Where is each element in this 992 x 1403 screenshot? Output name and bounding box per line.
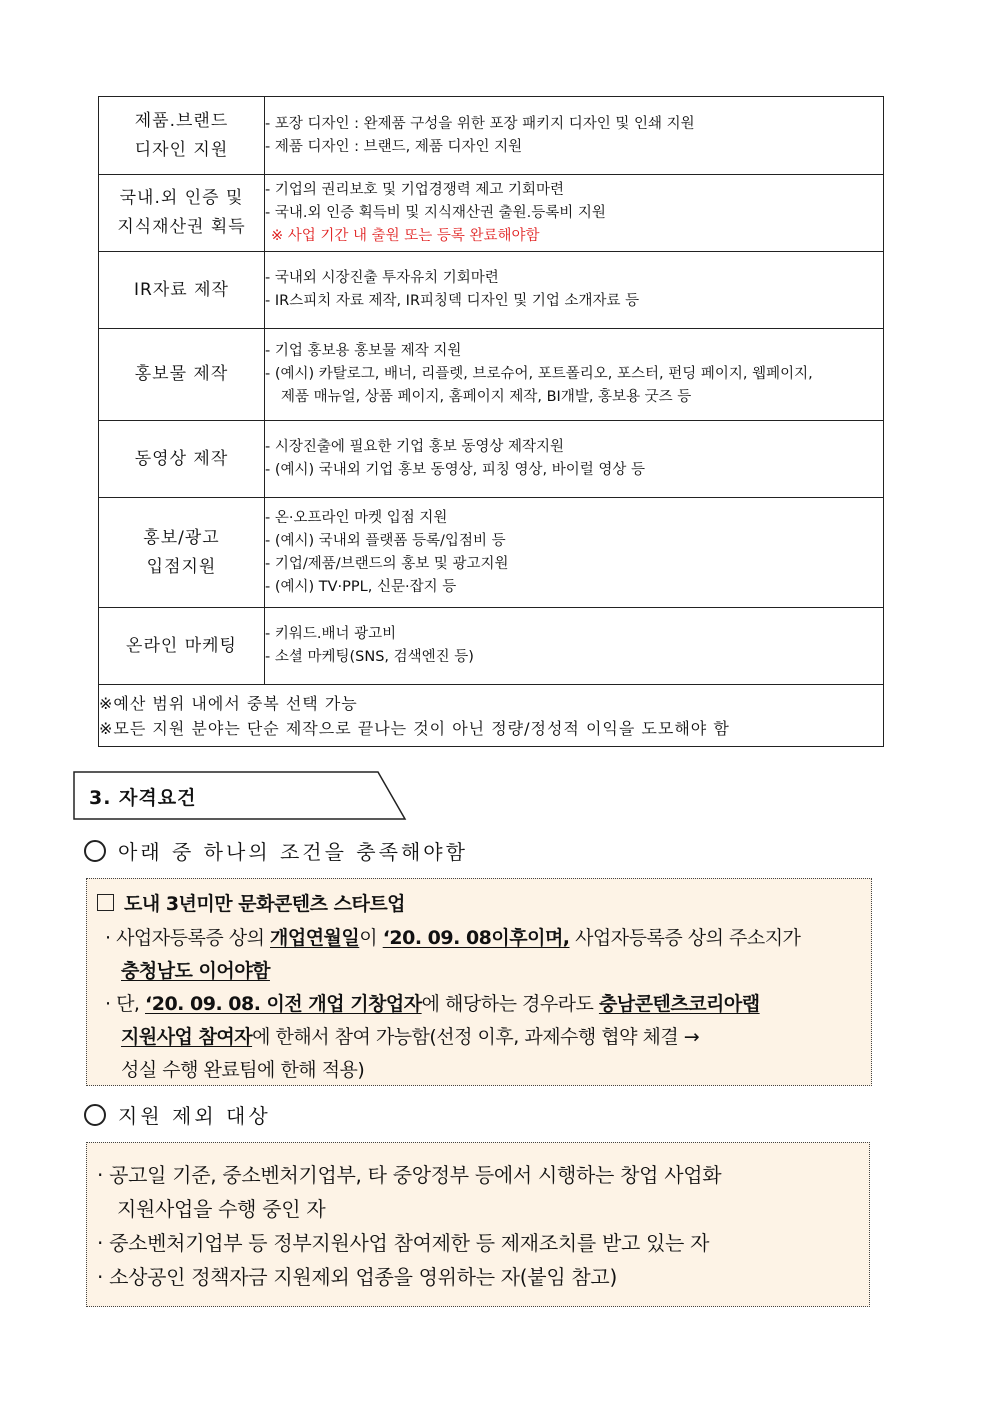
category-label: 입점지원: [146, 556, 217, 577]
support-description: [265, 329, 884, 421]
eligibility-line-2: [121, 956, 270, 983]
support-category: [99, 608, 265, 685]
description-line: - 소셜 마케팅(SNS, 검색엔진 등): [265, 649, 474, 665]
content-korea-lab-emphasis: 충남콘텐츠코리아랩: [598, 993, 760, 1015]
condition-heading: [84, 836, 468, 865]
description-line: - 기업/제품/브랜드의 홍보 및 광고지원: [265, 555, 509, 572]
description-line: - 기업의 권리보호 및 기업경쟁력 제고 기회마련: [265, 181, 565, 198]
description-line: - IR스피치 자료 제작, IR피칭덱 디자인 및 기업 소개자료 등: [265, 293, 640, 309]
description-line: - 온·오프라인 마켓 입점 지원: [265, 509, 448, 526]
exclusion-line-1: · 공고일 기준, 중소벤처기업부, 타 중앙정부 등에서 시행하는 창업 사업화: [97, 1163, 722, 1187]
description-line: 제품 매뉴얼, 상품 페이지, 홈페이지 제작, BI개발, 홍보용 굿즈 등: [281, 389, 692, 405]
description-line: - 키워드.배너 광고비: [265, 626, 397, 642]
text-span: · 사업자등록증 상의: [105, 927, 270, 949]
category-label: 동영상 제작: [134, 448, 229, 469]
text-span: · 단,: [105, 993, 146, 1015]
opening-date-emphasis: 개업연월일: [270, 927, 360, 949]
description-line: - (예시) 국내외 기업 홍보 동영상, 피칭 영상, 바이럴 영상 등: [265, 462, 646, 478]
support-description: [265, 608, 884, 685]
exclusion-heading: [84, 1100, 271, 1129]
support-table: [98, 96, 884, 747]
support-category: [99, 252, 265, 329]
note-line: ※모든 지원 분야는 단순 제작으로 끝나는 것이 아닌 정량/정성적 이익을 도모해야 함: [99, 718, 730, 738]
support-description: [265, 421, 884, 498]
description-line: - 국내외 시장진출 투자유치 기회마련: [265, 270, 499, 286]
text-span: 에 한해서 참여 가능함(선정 이후, 과제수행 협약 체결 →: [252, 1026, 700, 1048]
exclusion-line-3: · 중소벤처기업부 등 정부지원사업 참여제한 등 제재조치를 받고 있는 자: [97, 1231, 710, 1255]
support-category: [99, 175, 265, 252]
support-category: [99, 97, 265, 175]
exclusion-heading-text: 지원 제외 대상: [118, 1104, 271, 1128]
warning-note: ※ 사업 기간 내 출원 또는 등록 완료해야함: [271, 227, 540, 244]
text-span: 이: [359, 927, 383, 949]
eligibility-title: [97, 889, 405, 916]
date-emphasis: ‘20. 09. 08이후이며,: [382, 927, 570, 949]
description-line: - 국내.외 인증 획득비 및 지식재산권 출원.등록비 지원: [265, 204, 606, 221]
text-span: 에 해당하는 경우라도: [421, 993, 599, 1015]
support-row: [99, 175, 884, 252]
circle-bullet-icon: [84, 1104, 106, 1126]
support-row: [99, 421, 884, 498]
eligibility-box: [86, 878, 872, 1086]
prior-founder-emphasis: ‘20. 09. 08. 이전 개업 기창업자: [145, 993, 422, 1015]
note-line: ※예산 범위 내에서 중복 선택 가능: [99, 693, 358, 713]
description-line: - (예시) 카탈로그, 배너, 리플렛, 브로슈어, 포트폴리오, 포스터, 펀딩 페이지, 웹페이지,: [265, 366, 813, 382]
category-label: 제품.브랜드: [134, 110, 229, 131]
support-description: [265, 175, 884, 252]
support-table-body: [99, 97, 884, 747]
exclusion-line-4: · 소상공인 정책자금 지원제외 업종을 영위하는 자(붙임 참고): [97, 1265, 617, 1289]
description-line: - 제품 디자인 : 브랜드, 제품 디자인 지원: [265, 138, 523, 155]
section-title-tab: [73, 771, 413, 819]
support-category: [99, 498, 265, 608]
notes-cell: [99, 685, 884, 747]
eligibility-title-text: 도내 3년미만 문화콘텐츠 스타트업: [124, 893, 406, 915]
eligibility-line-1: [105, 923, 800, 950]
support-row: [99, 608, 884, 685]
text-span: 사업자등록증 상의 주소지가: [569, 927, 801, 949]
description-line: - 시장진출에 필요한 기업 홍보 동영상 제작지원: [265, 439, 565, 455]
square-bullet-icon: [97, 894, 114, 911]
category-label: 국내.외 인증 및: [119, 188, 244, 208]
category-label: 온라인 마케팅: [126, 635, 237, 656]
support-description: [265, 498, 884, 608]
description-line: - (예시) 국내외 플랫폼 등록/입점비 등: [265, 532, 506, 549]
circle-bullet-icon: [84, 840, 106, 862]
support-row: [99, 329, 884, 421]
description-line: - (예시) TV·PPL, 신문·잡지 등: [265, 578, 457, 595]
support-description: [265, 252, 884, 329]
region-emphasis: 충청남도 이어야함: [121, 960, 270, 982]
section-title: 3. 자격요건: [89, 787, 197, 809]
condition-heading-text: 아래 중 하나의 조건을 충족해야함: [118, 840, 468, 864]
exclusion-line-2: 지원사업을 수행 중인 자: [117, 1197, 326, 1221]
exclusion-box: [86, 1142, 870, 1307]
support-category: [99, 421, 265, 498]
category-label: 지식재산권 획득: [117, 217, 246, 237]
support-row: [99, 252, 884, 329]
description-line: - 기업 홍보용 홍보물 제작 지원: [265, 343, 462, 359]
notes-row: [99, 685, 884, 747]
eligibility-line-5: 성실 수행 완료팀에 한해 적용): [121, 1059, 365, 1081]
eligibility-line-4: [121, 1022, 699, 1049]
participant-emphasis: 지원사업 참여자: [121, 1026, 253, 1048]
category-label: 홍보/광고: [143, 527, 220, 548]
eligibility-line-3: [105, 989, 760, 1016]
support-row: [99, 97, 884, 175]
category-label: 디자인 지원: [134, 139, 229, 160]
support-category: [99, 329, 265, 421]
category-label: IR자료 제작: [134, 279, 229, 300]
description-line: - 포장 디자인 : 완제품 구성을 위한 포장 패키지 디자인 및 인쇄 지원: [265, 115, 695, 132]
category-label: 홍보물 제작: [134, 364, 229, 384]
support-row: [99, 498, 884, 608]
support-description: [265, 97, 884, 175]
